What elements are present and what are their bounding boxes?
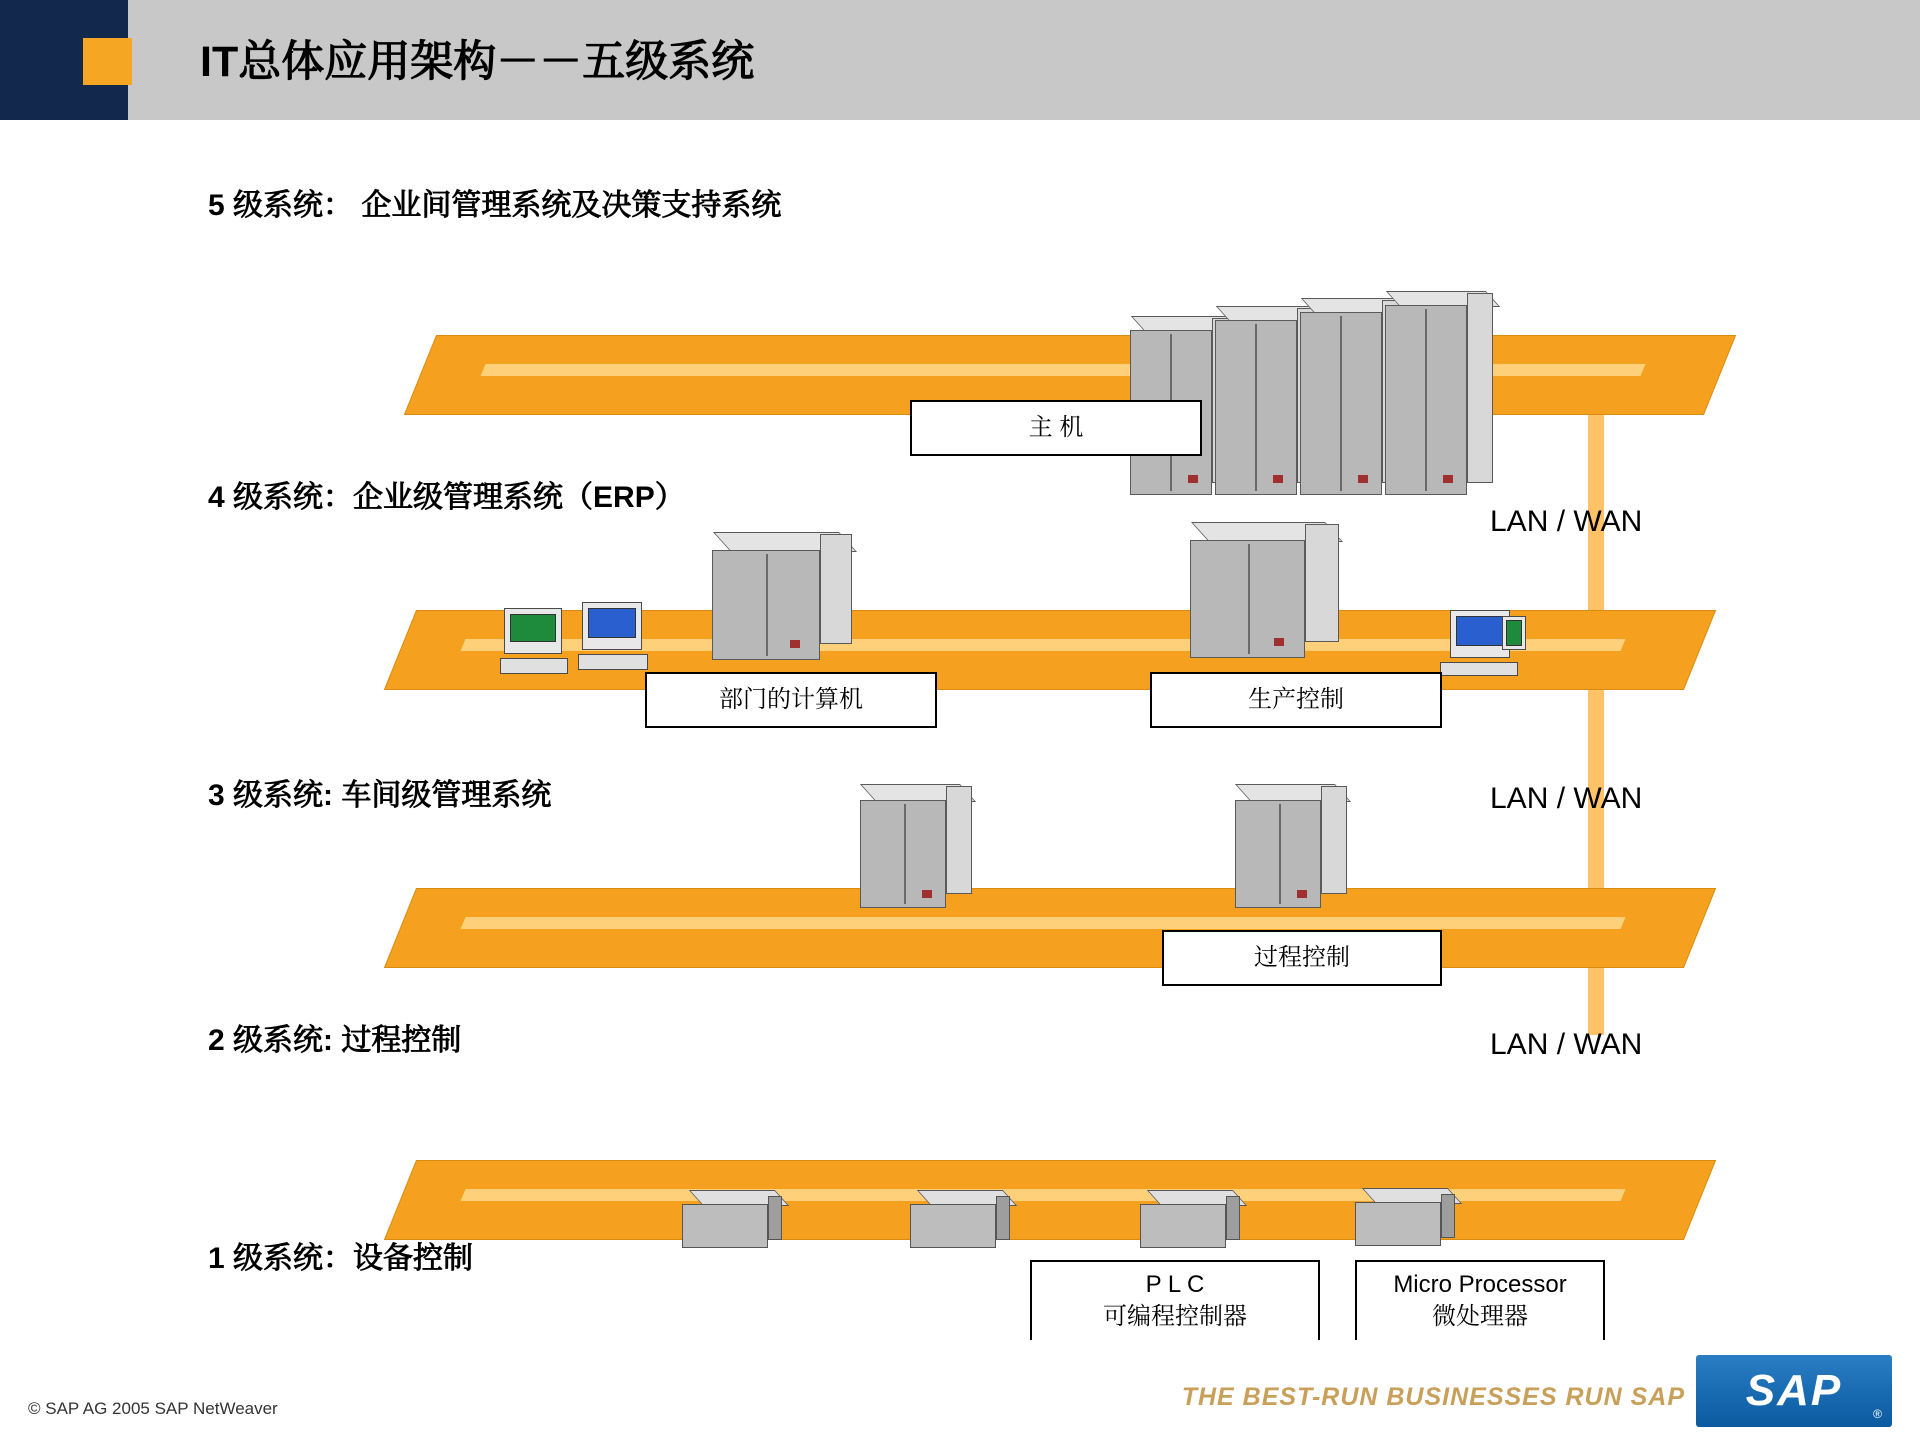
controller-device-1 <box>682 1190 782 1248</box>
callout-plc-line1: P L C <box>1145 1270 1205 1298</box>
callout-micro-processor-line2: 微处理器 <box>1432 1303 1528 1330</box>
level-3-platform <box>384 888 1716 968</box>
level-5-label: 5 级系统： 企业间管理系统及决策支持系统 <box>208 189 782 222</box>
tagline-text: THE BEST-RUN BUSINESSES RUN SAP <box>1181 1383 1685 1411</box>
callout-host <box>910 400 1202 456</box>
workstation-right <box>1440 610 1530 682</box>
page-title: IT总体应用架构－－五级系统 <box>200 38 755 86</box>
shopfloor-server-1 <box>860 800 970 908</box>
header-accent-square <box>83 38 132 85</box>
controller-device-3 <box>1140 1190 1240 1248</box>
level-4-label: 4 级系统：企业级管理系统（ERP） <box>208 481 685 514</box>
level-3-platform-stripe <box>461 917 1626 929</box>
callout-plc <box>1030 1260 1320 1342</box>
diagram-canvas <box>0 120 1920 1330</box>
callout-process-control <box>1162 930 1442 986</box>
callout-plc-line2: 可编程控制器 <box>1103 1303 1247 1330</box>
controller-device-4 <box>1355 1188 1455 1246</box>
desktop-computer-green <box>500 608 570 680</box>
level-1-label: 1 级系统：设备控制 <box>208 1242 474 1275</box>
callout-production-control <box>1150 672 1442 728</box>
production-control-server <box>1190 540 1340 658</box>
slide-header <box>0 0 1920 120</box>
lanwan-label-2: LAN / WAN <box>1490 782 1643 815</box>
level-2-label: 2 级系统: 过程控制 <box>208 1024 462 1057</box>
level-3-label: 3 级系统: 车间级管理系统 <box>208 779 552 812</box>
mainframe-server-4 <box>1385 305 1485 495</box>
level-1-platform <box>384 1160 1716 1240</box>
sap-logo-registered-mark: ® <box>1873 1407 1882 1421</box>
callout-dept-computers-line1: 部门的计算机 <box>719 685 863 713</box>
callout-host-line1: 主 机 <box>1028 413 1084 441</box>
callout-micro-processor <box>1355 1260 1605 1342</box>
lanwan-label-3: LAN / WAN <box>1490 1028 1643 1061</box>
department-server <box>712 550 852 660</box>
callout-micro-processor-line1: Micro Processor <box>1393 1270 1567 1298</box>
sap-logo-text: SAP <box>1745 1366 1843 1415</box>
shopfloor-server-2 <box>1235 800 1345 908</box>
lanwan-label-1: LAN / WAN <box>1490 505 1643 538</box>
copyright-text: © SAP AG 2005 SAP NetWeaver <box>28 1399 278 1418</box>
sap-logo <box>1696 1355 1892 1427</box>
callout-dept-computers <box>645 672 937 728</box>
controller-device-2 <box>910 1190 1010 1248</box>
callout-production-control-line1: 生产控制 <box>1248 685 1344 713</box>
desktop-computer-blue-left <box>578 602 650 680</box>
callout-process-control-line1: 过程控制 <box>1254 943 1350 971</box>
